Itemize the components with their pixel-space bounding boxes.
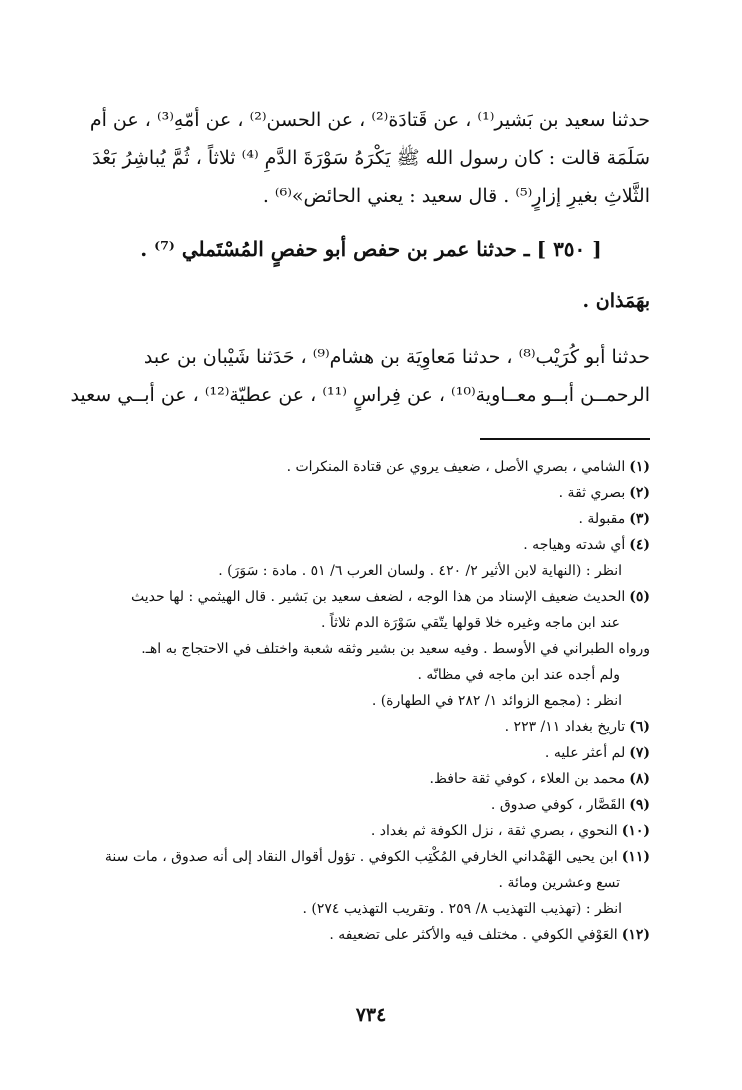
footnote: (٨)محمد بن العلاء ، كوفي ثقة حافظ. — [429, 771, 650, 787]
hadith-heading: [ ٣٥٠ ] ـ حدثنا عمر بن حفص أبو حفصٍ المُسْتَملي ⁽⁷⁾ . — [140, 237, 602, 261]
text-line: حدثنا سعيد بن بَشير⁽¹⁾ ، عن قَتادَة⁽²⁾ ، عن الحسن⁽²⁾ ، عن أمّهِ⁽³⁾ ، عن أم — [89, 109, 650, 131]
hadith-paragraph-2 — [70, 338, 650, 414]
footnote-reference: انظر : (مجمع الزوائد ١/ ٢٨٢ في الطهارة) . — [371, 693, 622, 709]
page-number: ٧٣٤ — [355, 1004, 387, 1026]
text-line: سَلَمَة قالت : كان رسول الله ﷺ يَكْرَهُ سَوْرَةَ الدَّمِ ⁽⁴⁾ ثلاثاً ، ثُمَّ يُباشِرُ بَعْدَ — [92, 147, 650, 169]
footnote: (٤)أي شدته وهياجه . — [523, 537, 650, 553]
footnote: (١٢)العَوْفي الكوفي . مختلف فيه والأكثر على تضعيفه . — [329, 927, 650, 943]
text-line: الثَّلاثِ بغيرِ إزارٍ⁽⁵⁾ . قال سعيد : يعني الحائض»⁽⁶⁾ . — [262, 185, 650, 207]
footnote: (٢)بصري ثقة . — [558, 485, 650, 501]
hadith-paragraph-1 — [89, 101, 650, 215]
footnote-reference: انظر : (النهاية لابن الأثير ٢/ ٤٢٠ . ولسان العرب ٦/ ٥١ . مادة : سَوَرَ) . — [218, 563, 622, 579]
footnote-continuation: ورواه الطبراني في الأوسط . وفيه سعيد بن بشير وثقه شعبة واختلف في الاحتجاج به اهـ. — [141, 641, 650, 657]
footnotes — [96, 454, 650, 948]
footnote: (٧)لم أعثر عليه . — [544, 745, 650, 761]
footnote: (٦)تاريخ بغداد ١١/ ٢٢٣ . — [504, 719, 650, 735]
footnote: (١)الشامي ، بصري الأصل ، ضعيف يروي عن قتادة المنكرات . — [286, 459, 650, 475]
text-line: الرحمــن أبــو معــاوية⁽¹⁰⁾ ، عن فِراسٍ ⁽¹¹⁾ ، عن عطيّة⁽¹²⁾ ، عن أبــي سعيد — [70, 384, 650, 406]
footnote: (٥)الحديث ضعيف الإسناد من هذا الوجه ، لضعف سعيد بن بَشير . قال الهيثمي : لها حديث — [130, 589, 650, 605]
footnote: (١١)ابن يحيى الهَمْداني الخارفي المُكْتِب الكوفي . تؤول أقوال النقاد إلى أنه صدوق ، مات سنة — [104, 849, 650, 865]
footnote-reference: انظر : (تهذيب التهذيب ٨/ ٢٥٩ . وتقريب التهذيب ٢٧٤) . — [302, 901, 622, 917]
footnote: (٣)مقبولة . — [578, 511, 650, 527]
footnote-divider — [480, 438, 650, 440]
footnote: (١٠)النحوي ، بصري ثقة ، نزل الكوفة ثم بغداد . — [370, 823, 650, 839]
footnote-continuation: ولم أجده عند ابن ماجه في مظانّه . — [417, 667, 620, 683]
footnote-continuation: تسع وعشرين ومائة . — [498, 875, 620, 891]
place-name: بهَمَذان . — [582, 290, 650, 312]
footnote-continuation: عند ابن ماجه وغيره خلا قولها يتّقي سَوْرَة الدم ثلاثاً . — [320, 615, 620, 631]
text-line: حدثنا أبو كُرَيْب⁽⁸⁾ ، حدثنا مَعاوِيَة بن هشام⁽⁹⁾ ، حَدَثنا شَيْبان بن عبد — [143, 346, 650, 368]
footnote: (٩)القَصَّار ، كوفي صدوق . — [490, 797, 650, 813]
